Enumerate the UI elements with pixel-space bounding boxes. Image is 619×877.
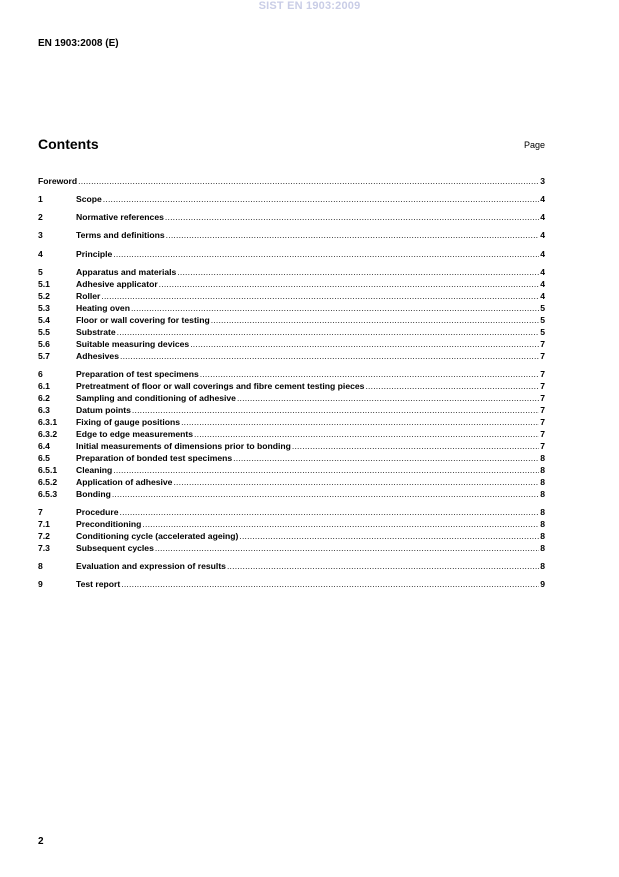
toc-entry-page: 4 — [540, 194, 545, 204]
toc-entry[interactable] — [38, 405, 545, 416]
toc-entry-title: Scope — [76, 194, 102, 204]
toc-entry-title: Initial measurements of dimensions prior to bonding — [76, 441, 291, 451]
toc-entry-number: 5.7 — [38, 351, 50, 361]
toc-entry-page: 7 — [540, 369, 545, 379]
toc-dot-leader — [120, 507, 540, 518]
toc-entry-title: Heating oven — [76, 303, 130, 313]
toc-entry-number: 6.4 — [38, 441, 50, 451]
toc-entry-number: 6 — [38, 369, 43, 379]
toc-entry-page: 8 — [540, 489, 545, 499]
toc-entry-title: Terms and definitions — [76, 230, 165, 240]
toc-entry-number: 6.2 — [38, 393, 50, 403]
toc-entry-title: Preparation of bonded test specimens — [76, 453, 233, 463]
contents-heading: Contents — [38, 136, 99, 152]
toc-entry-number: 6.5.1 — [38, 465, 58, 475]
toc-entry-number: 6.3 — [38, 405, 50, 415]
toc-entry-number: 6.3.1 — [38, 417, 58, 427]
toc-entry-number: 7 — [38, 507, 43, 517]
toc-dot-leader — [112, 489, 539, 500]
toc-entry[interactable] — [38, 315, 545, 326]
toc-entry[interactable] — [38, 531, 545, 542]
toc-dot-leader — [292, 441, 539, 452]
toc-entry-number: 7.1 — [38, 519, 50, 529]
toc-entry-number: 7.2 — [38, 531, 50, 541]
toc-entry-page: 7 — [540, 417, 545, 427]
toc-entry-title: Bonding — [76, 489, 111, 499]
toc-entry[interactable] — [38, 381, 545, 392]
toc-entry-title: Roller — [76, 291, 101, 301]
page-number: 2 — [38, 836, 44, 847]
toc-entry-page: 4 — [540, 279, 545, 289]
toc-dot-leader — [181, 417, 539, 428]
toc-dot-leader — [200, 369, 539, 380]
toc-entry-page: 9 — [540, 579, 545, 589]
toc-entry[interactable] — [38, 194, 545, 205]
toc-entry-title: Sampling and conditioning of adhesive — [76, 393, 236, 403]
toc-dot-leader — [165, 212, 539, 223]
toc-entry-page: 7 — [540, 381, 545, 391]
toc-entry-page: 5 — [540, 327, 545, 337]
toc-entry[interactable] — [38, 291, 545, 302]
toc-entry-title: Foreword — [38, 176, 78, 186]
toc-entry-number: 6.5.2 — [38, 477, 58, 487]
toc-entry-page: 8 — [540, 453, 545, 463]
toc-entry-number: 6.5.3 — [38, 489, 58, 499]
toc-entry-page: 7 — [540, 339, 545, 349]
toc-entry[interactable] — [38, 267, 545, 278]
toc-entry-title: Cleaning — [76, 465, 113, 475]
toc-entry[interactable] — [38, 489, 545, 500]
toc-dot-leader — [101, 291, 539, 302]
toc-entry[interactable] — [38, 303, 545, 314]
toc-entry-title: Application of adhesive — [76, 477, 173, 487]
toc-dot-leader — [211, 315, 540, 326]
toc-dot-leader — [78, 176, 539, 187]
toc-entry[interactable] — [38, 561, 545, 572]
document-id: EN 1903:2008 (E) — [38, 38, 119, 49]
toc-entry-number: 5.1 — [38, 279, 50, 289]
toc-dot-leader — [132, 405, 539, 416]
toc-entry[interactable] — [38, 519, 545, 530]
toc-entry-title: Preparation of test specimens — [76, 369, 199, 379]
toc-entry-title: Suitable measuring devices — [76, 339, 190, 349]
toc-entry-number: 7.3 — [38, 543, 50, 553]
toc-entry[interactable] — [38, 212, 545, 223]
toc-entry-number: 5 — [38, 267, 43, 277]
toc-entry[interactable] — [38, 441, 545, 452]
toc-entry[interactable] — [38, 393, 545, 404]
toc-entry-title: Procedure — [76, 507, 119, 517]
toc-dot-leader — [190, 339, 539, 350]
toc-dot-leader — [233, 453, 539, 464]
toc-entry-page: 8 — [540, 507, 545, 517]
toc-entry-number: 5.4 — [38, 315, 50, 325]
toc-entry[interactable] — [38, 176, 545, 187]
toc-entry-number: 9 — [38, 579, 43, 589]
toc-entry-page: 8 — [540, 543, 545, 553]
toc-dot-leader — [103, 194, 539, 205]
toc-entry[interactable] — [38, 327, 545, 338]
toc-dot-leader — [142, 519, 539, 530]
toc-entry-number: 6.5 — [38, 453, 50, 463]
toc-entry[interactable] — [38, 453, 545, 464]
toc-entry[interactable] — [38, 279, 545, 290]
toc-entry-title: Substrate — [76, 327, 116, 337]
toc-entry-page: 5 — [540, 315, 545, 325]
toc-entry-number: 5.6 — [38, 339, 50, 349]
toc-entry[interactable] — [38, 230, 545, 241]
toc-dot-leader — [365, 381, 539, 392]
toc-entry-page: 4 — [540, 230, 545, 240]
toc-entry-page: 4 — [540, 291, 545, 301]
toc-entry-number: 6.1 — [38, 381, 50, 391]
toc-entry[interactable] — [38, 543, 545, 554]
toc-entry-page: 8 — [540, 477, 545, 487]
toc-entry[interactable] — [38, 429, 545, 440]
toc-entry-number: 6.3.2 — [38, 429, 58, 439]
toc-dot-leader — [113, 465, 539, 476]
toc-entry-page: 7 — [540, 441, 545, 451]
toc-entry-title: Conditioning cycle (accelerated ageing) — [76, 531, 239, 541]
toc-entry[interactable] — [38, 369, 545, 380]
toc-dot-leader — [239, 531, 539, 542]
toc-entry-page: 5 — [540, 303, 545, 313]
toc-dot-leader — [113, 249, 539, 260]
toc-entry-page: 4 — [540, 267, 545, 277]
toc-entry-title: Evaluation and expression of results — [76, 561, 226, 571]
watermark: SIST EN 1903:2009 — [258, 0, 361, 12]
toc-entry-page: 8 — [540, 531, 545, 541]
toc-entry-title: Fixing of gauge positions — [76, 417, 181, 427]
toc-dot-leader — [173, 477, 539, 488]
toc-dot-leader — [120, 351, 539, 362]
toc-entry-number: 3 — [38, 230, 43, 240]
toc-entry-number: 5.3 — [38, 303, 50, 313]
toc-dot-leader — [155, 543, 539, 554]
toc-entry-page: 7 — [540, 405, 545, 415]
toc-entry[interactable] — [38, 417, 545, 428]
toc-dot-leader — [194, 429, 539, 440]
toc-entry-title: Normative references — [76, 212, 164, 222]
toc-entry-title: Subsequent cycles — [76, 543, 154, 553]
toc-entry-page: 8 — [540, 465, 545, 475]
toc-entry-number: 8 — [38, 561, 43, 571]
toc-entry[interactable] — [38, 465, 545, 476]
toc-entry-number: 4 — [38, 249, 43, 259]
toc-entry-page: 4 — [540, 249, 545, 259]
toc-entry-number: 1 — [38, 194, 43, 204]
toc-dot-leader — [166, 230, 540, 241]
toc-dot-leader — [131, 303, 539, 314]
toc-entry[interactable] — [38, 507, 545, 518]
toc-entry-page: 8 — [540, 519, 545, 529]
toc-entry-title: Adhesive applicator — [76, 279, 158, 289]
toc-dot-leader — [237, 393, 539, 404]
toc-entry[interactable] — [38, 339, 545, 350]
toc-entry-number: 5.5 — [38, 327, 50, 337]
toc-entry-number: 2 — [38, 212, 43, 222]
toc-entry-page: 7 — [540, 429, 545, 439]
toc-entry[interactable] — [38, 351, 545, 362]
toc-entry[interactable] — [38, 579, 545, 590]
toc-entry-page: 8 — [540, 561, 545, 571]
toc-entry-title: Principle — [76, 249, 113, 259]
toc-entry-title: Edge to edge measurements — [76, 429, 194, 439]
toc-entry-page: 3 — [540, 176, 545, 186]
toc-entry-title: Pretreatment of floor or wall coverings and fibre cement testing pieces — [76, 381, 365, 391]
toc-entry-title: Apparatus and materials — [76, 267, 177, 277]
toc-entry-title: Adhesives — [76, 351, 119, 361]
toc-entry-page: 4 — [540, 212, 545, 222]
page-column-label: Page — [523, 140, 545, 150]
toc-dot-leader — [121, 579, 539, 590]
toc-dot-leader — [159, 279, 540, 290]
toc-entry-title: Preconditioning — [76, 519, 142, 529]
toc-entry-page: 7 — [540, 351, 545, 361]
toc-entry[interactable] — [38, 249, 545, 260]
toc-dot-leader — [117, 327, 540, 338]
toc-entry-number: 5.2 — [38, 291, 50, 301]
toc-entry-title: Floor or wall covering for testing — [76, 315, 210, 325]
toc-entry-page: 7 — [540, 393, 545, 403]
toc-dot-leader — [177, 267, 539, 278]
toc-dot-leader — [227, 561, 539, 572]
toc-entry[interactable] — [38, 477, 545, 488]
toc-entry-title: Test report — [76, 579, 121, 589]
toc-entry-title: Datum points — [76, 405, 131, 415]
